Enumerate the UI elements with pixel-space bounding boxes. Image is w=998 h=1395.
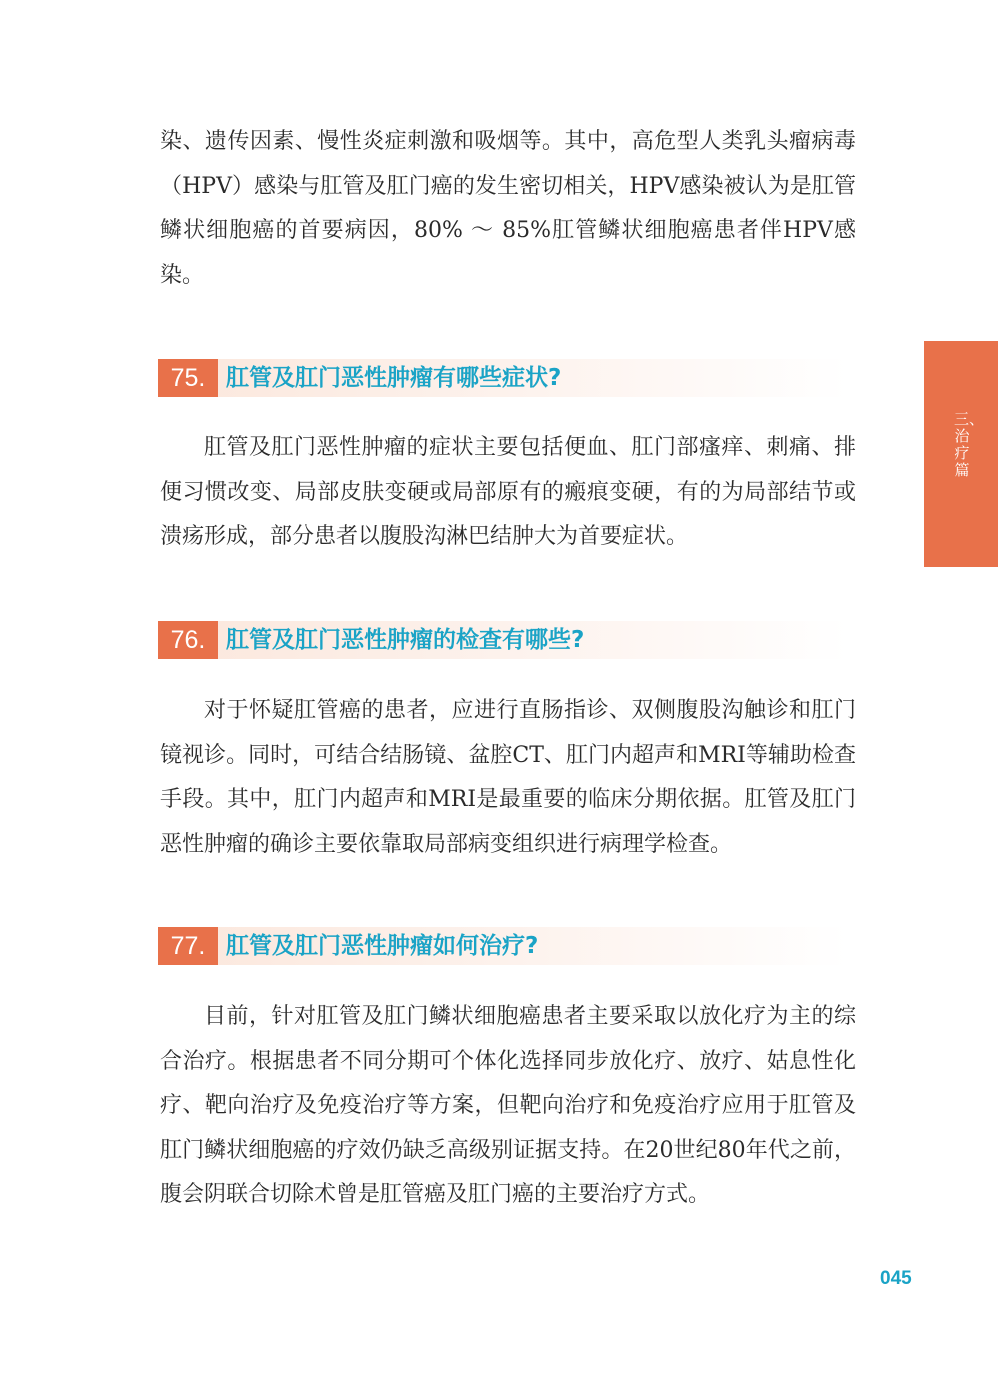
question-number: 76. [158, 621, 218, 659]
answer-paragraph-76: 对于怀疑肛管癌的患者，应进行直肠指诊、双侧腹股沟触诊和肛门镜视诊。同时，可结合结肠镜、盆腔CT、肛门内超声和MRI等辅助检查手段。其中，肛门内超声和MRI是最重要的临床分期依据。肛管及肛门恶性肿瘤的确诊主要依靠取局部病变组织进行病理学检查。 [160, 698, 856, 857]
question-header-77 [158, 927, 848, 965]
page-number: 045 [880, 1268, 912, 1289]
question-title: 肛管及肛门恶性肿瘤有哪些症状? [226, 365, 562, 391]
chapter-side-tab [924, 341, 998, 567]
answer-paragraph-75: 肛管及肛门恶性肿瘤的症状主要包括便血、肛门部瘙痒、刺痛、排便习惯改变、局部皮肤变硬或局部原有的瘢痕变硬，有的为局部结节或溃疡形成，部分患者以腹股沟淋巴结肿大为首要症状。 [160, 435, 856, 549]
intro-paragraph: 染、遗传因素、慢性炎症刺激和吸烟等。其中，高危型人类乳头瘤病毒（HPV）感染与肛管及肛门癌的发生密切相关，HPV感染被认为是肛管鳞状细胞癌的首要病因，80% ～ 85%肛管鳞状细胞癌患者伴HPV感染。 [160, 129, 856, 288]
question-number: 75. [158, 359, 218, 397]
chapter-label: 三、治疗篇 [954, 410, 985, 479]
answer-paragraph-77: 目前，针对肛管及肛门鳞状细胞癌患者主要采取以放化疗为主的综合治疗。根据患者不同分期可个体化选择同步放化疗、放疗、姑息性化疗、靶向治疗及免疫治疗等方案，但靶向治疗和免疫治疗应用于肛管及肛门鳞状细胞癌的疗效仍缺乏高级别证据支持。在20世纪80年代之前，腹会阴联合切除术曾是肛管癌及肛门癌的主要治疗方式。 [160, 1004, 856, 1207]
question-title: 肛管及肛门恶性肿瘤的检查有哪些? [226, 627, 585, 653]
question-header-75 [158, 359, 848, 397]
question-number: 77. [158, 927, 218, 965]
question-title: 肛管及肛门恶性肿瘤如何治疗? [226, 933, 539, 959]
question-header-76 [158, 621, 848, 659]
